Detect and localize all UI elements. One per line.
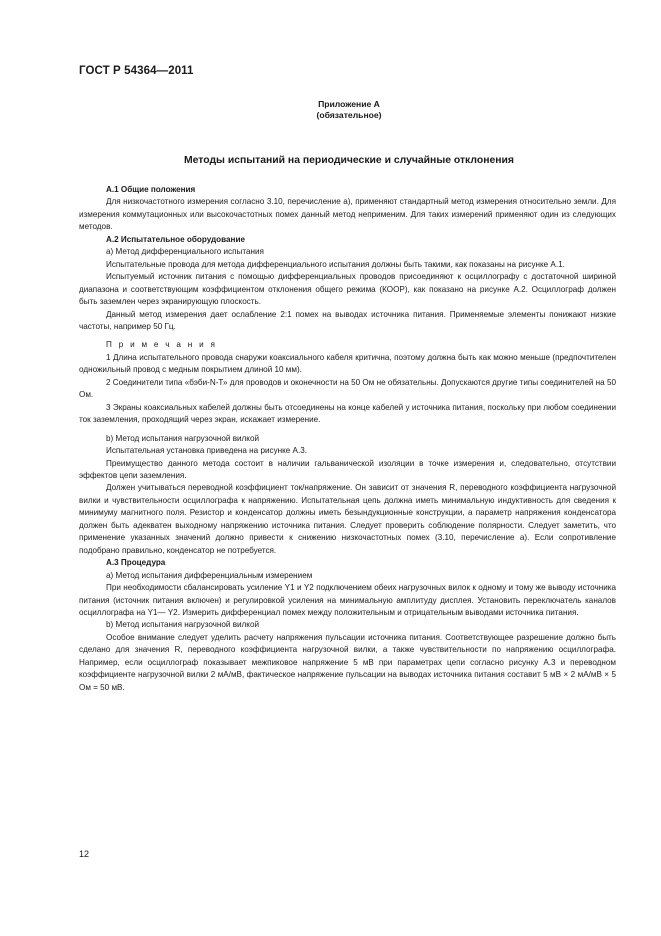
annex-status: (обязательное) — [316, 110, 382, 120]
page-number: 12 — [79, 849, 90, 859]
paragraph: При необходимости сбалансировать усиление Y1 и Y2 подключением обеих нагрузочных вилок к одному и тому же выводу источника питания (источник питания включен) и регулировкой усиления на минимальную амплитуду дисплея. Установить переключатель каналов осциллографа на Y1— Y2. Измерить дифференциал помех между положительным и отрицательным выводами источника питания. — [79, 583, 616, 617]
subsection-heading: а) Метод дифференциального испытания — [106, 247, 264, 257]
standard-number: ГОСТ Р 54364—2011 — [79, 65, 194, 77]
subsection-heading: b) Метод испытания нагрузочной вилкой — [106, 620, 259, 630]
paragraph: Испытательные провода для метода дифференциального испытания должны быть такими, как показаны на рисунке А.1. — [106, 259, 565, 269]
note: 3 Экраны коаксиальных кабелей должны быть отсоединены на конце кабелей у источника питания, поскольку при любом соединении ток заземления, проходящий через экран, искажает измерение. — [79, 402, 616, 425]
notes-heading: П р и м е ч а н и я — [106, 340, 218, 350]
paragraph: Данный метод измерения дает ослабление 2:1 помех на выводах источника питания. Применяемые элементы понижают низкие частоты, например 50 Гц. — [79, 309, 616, 331]
note: 1 Длина испытательного провода снаружи коаксиального кабеля критична, поэтому должна быть как можно меньше (предпочтителен одножильный провод с медным покрытием длиной 10 мм). — [79, 352, 616, 375]
annex-title: Приложение А — [318, 99, 380, 109]
paragraph: Для низкочастотного измерения согласно 3.10, перечисление а), применяют стандартный метод измерения относительно земли. Для измерения коммутационных или высокочастотных помех данный метод неприменим. Для таких измерений применяют один из следующих методов. — [79, 197, 616, 232]
section-heading-a2: А.2 Испытательное оборудование — [106, 234, 245, 244]
document-body — [79, 184, 616, 694]
paragraph: Испытуемый источник питания с помощью дифференциальных проводов присоединяют к осциллографу с достаточной шириной диапазона и соответствующим коэффициентом отклонения общего режима (КООР), как показано на рисунке А.2. Осциллограф должен быть заземлен через экранирующую плоскость. — [79, 272, 616, 307]
paragraph: Испытательная установка приведена на рисунке А.3. — [106, 446, 307, 456]
subsection-heading: а) Метод испытания дифференциальным измерением — [106, 570, 313, 580]
main-title: Методы испытаний на периодические и случайные отклонения — [184, 155, 514, 166]
paragraph: Преимущество данного метода состоит в наличии гальванической изоляции в точке измерения и, следовательно, отсутствии эффектов цепи заземления. — [79, 458, 616, 480]
section-heading-a1: А.1 Общие положения — [106, 185, 196, 194]
paragraph: Особое внимание следует уделить расчету напряжения пульсации источника питания. Соответствующее разрешение должно быть сделано для значения R, переводного коэффициента нагрузочной вилки, а также чувствительности по напряжению осциллографа. Например, если осциллограф показывает межпиковое напряжение 5 мВ при параметрах цепи согласно рисунку А.3 и переводном коэффициенте нагрузочной вилки 2 мА/мВ, фактическое напряжение пульсации на выводах источника питания составит 5 мВ × 2 мА/мВ × 5 Ом = 50 мВ. — [79, 632, 616, 692]
note: 2 Соединители типа «бэби-N-Т» для проводов и оконечности на 50 Ом не обязательны. Допускаются другие типы соединителей на 50 Ом. — [79, 377, 616, 400]
paragraph: Должен учитываться переводной коэффициент ток/напряжение. Он зависит от значения R, переводного коэффициента нагрузочной вилки и чувствительности осциллографа к напряжению. Испытательная цепь должна иметь минимальную индуктивность для сведения к минимуму магнитного поля. Резистор и конденсатор должны иметь безындукционные конструкции, а параметр напряжения конденсатора должен быть адекватен выходному напряжению источника питания. Следует проверить соблюдение полярности. Следует заметить, что применение указанных значений должно привести к снижению низкочастотных помех (3.10, перечисление а). Если сопротивление подобрано правильно, конденсатор не потребуется. — [79, 483, 616, 555]
section-heading-a3: А.3 Процедура — [106, 558, 166, 568]
subsection-heading: b) Метод испытания нагрузочной вилкой — [106, 433, 259, 443]
